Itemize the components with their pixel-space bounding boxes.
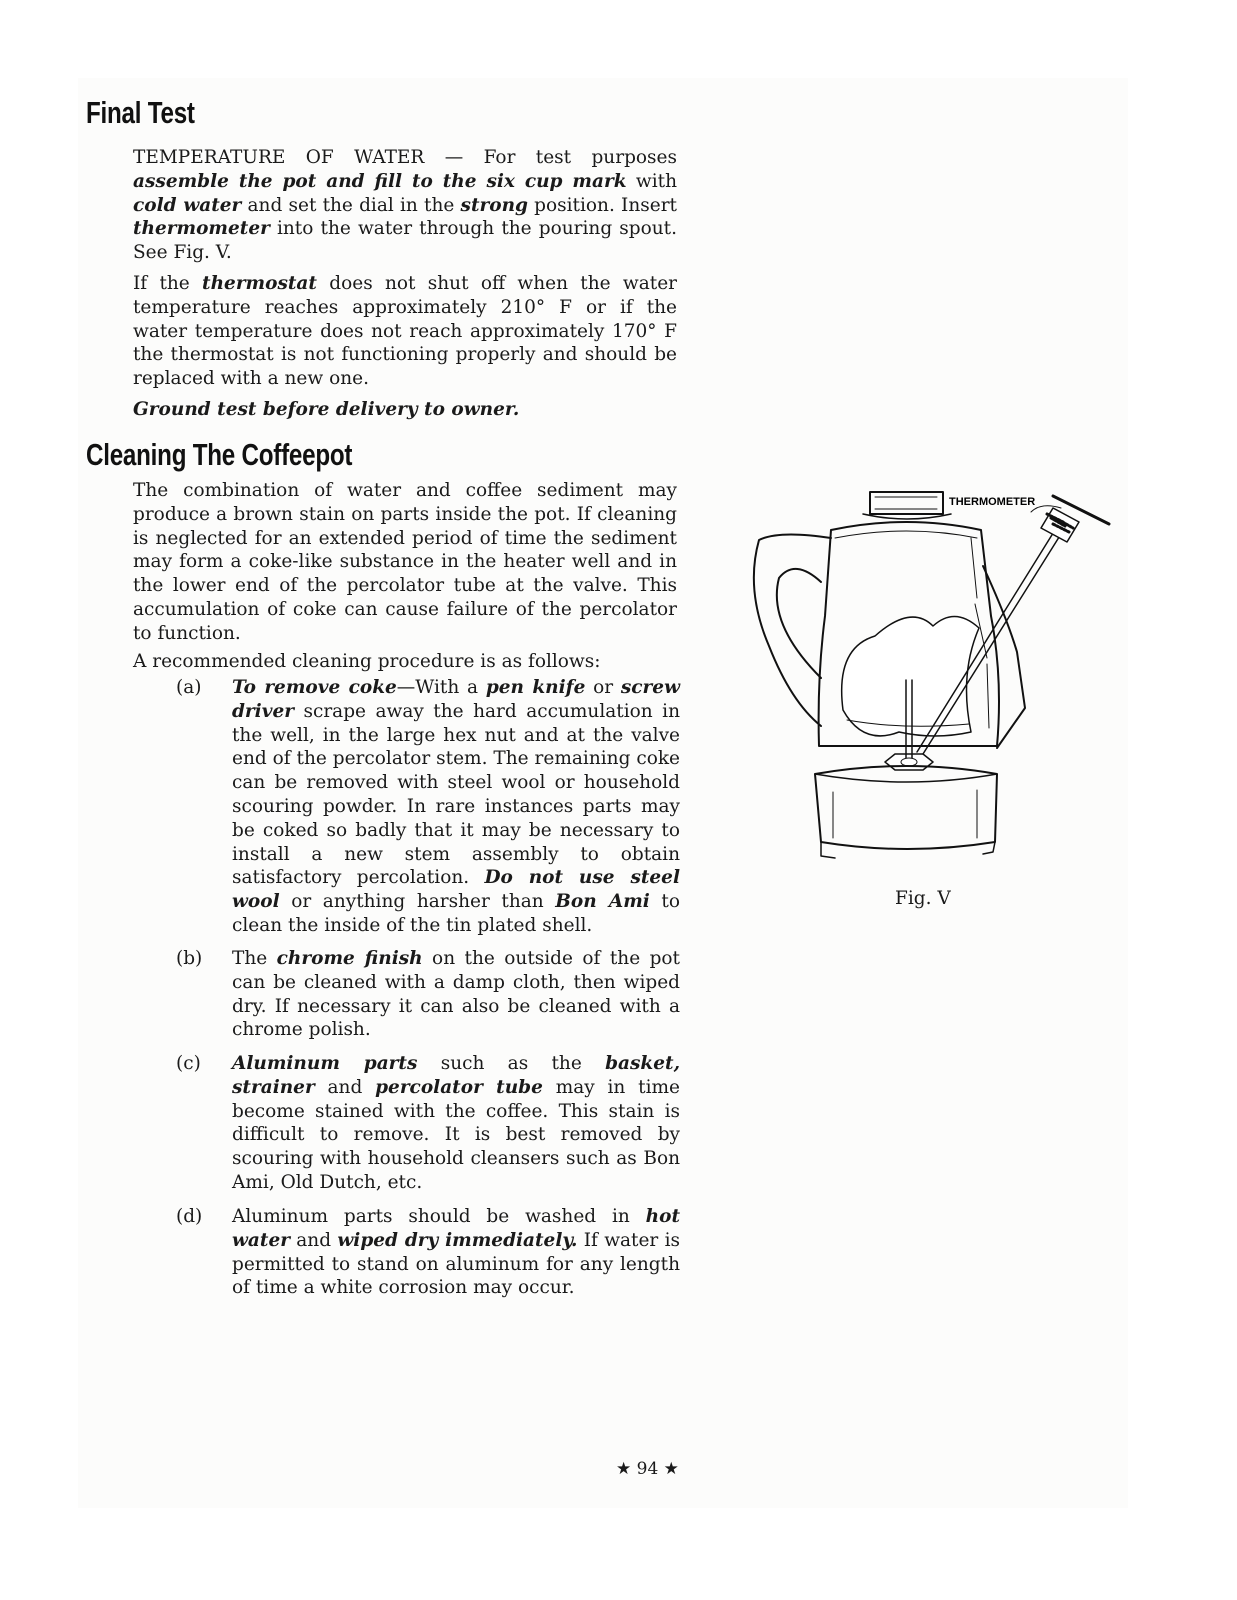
- final-test-paragraph-1: TEMPERATURE OF WATER — For test purposes assemble the pot and fill to the six cup mark with cold water and set the dial in the strong position. Insert thermometer into the water through the pouring spout. See Fig. V.: [133, 147, 678, 264]
- lid-knob: [870, 492, 943, 514]
- step-text: Aluminum parts such as the basket, strainer and percolator tube may in time become stained with the coffee. This stain is difficult to remove. It is best removed by scouring with household cleansers such as Bon Ami, Old Dutch, etc.: [232, 1053, 681, 1193]
- section-heading-cleaning: Cleaning The Coffeepot: [86, 437, 353, 472]
- hex-nut: [885, 754, 933, 770]
- cleaning-procedure-lead: A recommended cleaning procedure is as follows:: [133, 651, 601, 672]
- ground-test-note: Ground test before delivery to owner.: [133, 399, 520, 420]
- percolator-figure: [735, 478, 1125, 878]
- step-letter: (a): [176, 677, 202, 698]
- step-letter: (c): [176, 1053, 201, 1074]
- step-letter: (d): [176, 1206, 203, 1227]
- step-text: The chrome finish on the outside of the pot can be cleaned with a damp cloth, then wiped dry. If necessary it can also be cleaned with a chrome polish.: [232, 948, 680, 1041]
- cutaway: [842, 616, 979, 736]
- step-text: Aluminum parts should be washed in hot water and wiped dry immediately. If water is permitted to stand on aluminum for any length of time a white corrosion may occur.: [232, 1206, 680, 1299]
- figure-caption: Fig. V: [895, 888, 951, 909]
- page-number: ★ 94 ★: [616, 1459, 679, 1479]
- section-heading-final-test: Final Test: [86, 95, 195, 130]
- step-letter: (b): [176, 948, 203, 969]
- cleaning-intro-paragraph: The combination of water and coffee sediment may produce a brown stain on parts inside the pot. If cleaning is neglected for an extended period of time the sediment may form a coke-like substance in the heater well and in the lower end of the percolator tube at the valve. This accumulation of coke can cause failure of the percolator to function.: [133, 480, 677, 644]
- step-text: To remove coke—With a pen knife or screw driver scrape away the hard accumulation in the well, in the large hex nut and at the valve end of the percolator stem. The remaining coke can be removed with steel wool or household scouring powder. In rare instances parts may be coked so badly that it may be necessary to install a new stem assembly to obtain satisfactory percolation. Do not use steel wool or anything harsher than Bon Ami to clean the inside of the tin plated shell.: [232, 677, 681, 936]
- thermometer-label: THERMOMETER: [949, 496, 1036, 508]
- final-test-paragraph-2: If the thermostat does not shut off when the water temperature reaches approximately 210° F or if the water temperature does not reach approximately 170° F the thermostat is not functioning properly and should be replaced with a new one.: [133, 273, 677, 390]
